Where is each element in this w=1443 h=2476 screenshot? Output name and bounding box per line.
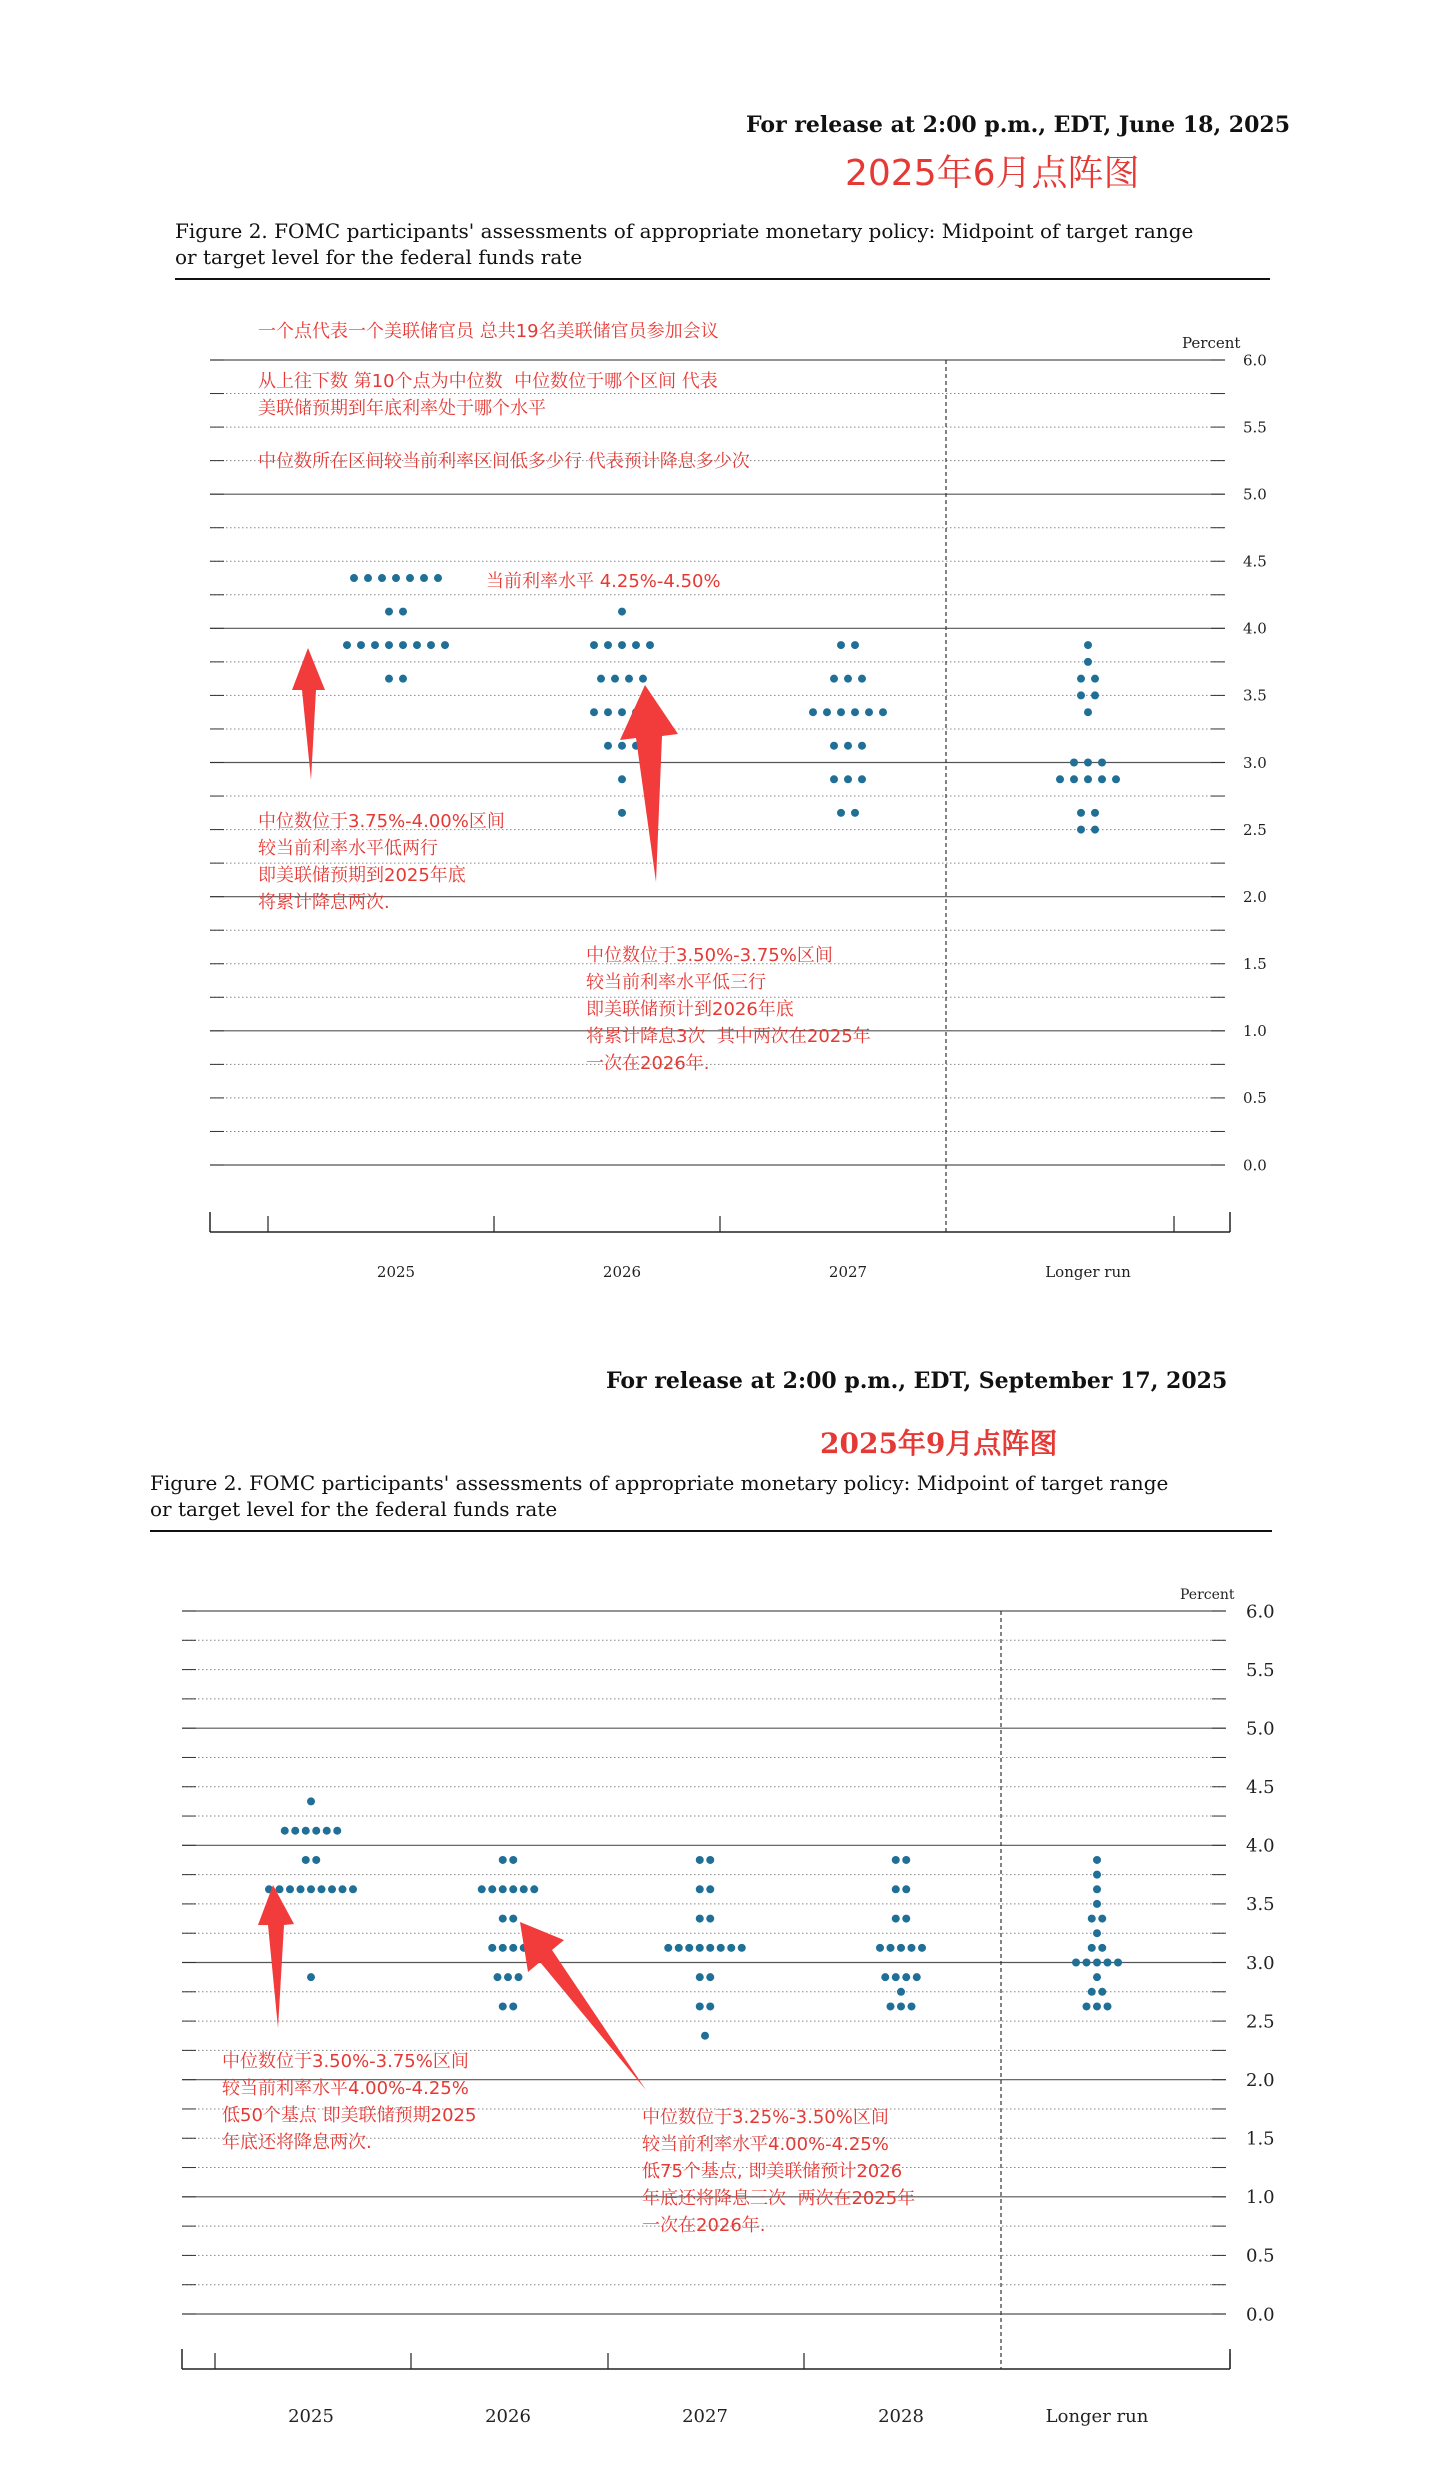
release-line-june: For release at 2:00 p.m., EDT, June 18, 2025 bbox=[746, 112, 1290, 138]
y-tick-label: 3.0 bbox=[1246, 1952, 1275, 1974]
x-category-label: Longer run bbox=[1045, 2406, 1149, 2427]
note-current-rate: 当前利率水平 4.25%-4.50% bbox=[486, 571, 721, 592]
y-axis-label: Percent bbox=[1182, 334, 1241, 352]
x-category-label: 2025 bbox=[288, 2406, 334, 2427]
x-category-label: 2026 bbox=[602, 1263, 642, 1281]
caption-rule-september bbox=[150, 1530, 1272, 1532]
y-tick-label: 5.0 bbox=[1246, 1718, 1275, 1740]
note-one-dot: 一个点代表一个美联储官员 总共19名美联储官员参加会议 bbox=[258, 321, 719, 342]
chinese-title-june: 2025年6月点阵图 bbox=[845, 153, 1140, 194]
y-tick-label: 4.0 bbox=[1246, 1835, 1275, 1857]
x-category-label: 2028 bbox=[878, 2406, 924, 2427]
y-tick-label: 1.0 bbox=[1243, 1022, 1267, 1041]
y-tick-label: 3.5 bbox=[1246, 1894, 1275, 1916]
y-tick-label: 1.5 bbox=[1243, 955, 1267, 973]
y-tick-label: 5.5 bbox=[1243, 418, 1267, 437]
x-category-label: 2025 bbox=[376, 1263, 416, 1281]
y-tick-label: 4.5 bbox=[1243, 552, 1267, 571]
y-tick-label: 4.0 bbox=[1243, 619, 1267, 638]
arrow-2025-median bbox=[292, 648, 325, 780]
y-tick-label: 5.5 bbox=[1246, 1659, 1275, 1681]
chinese-title-september: 2025年9月点阵图 bbox=[820, 1427, 1058, 1460]
x-category-label: 2027 bbox=[828, 1263, 868, 1281]
y-tick-label: 2.5 bbox=[1243, 820, 1267, 839]
y-tick-label: 2.0 bbox=[1243, 887, 1267, 906]
caption-line2: or target level for the federal funds rate bbox=[150, 1497, 558, 1521]
note-median: 从上往下数 第10个点为中位数 中位数位于哪个区间 代表 美联储预期到年底利率处于哪个水平 bbox=[258, 371, 718, 419]
note-rows-cuts: 中位数所在区间较当前利率区间低多少行 代表预计降息多少次 bbox=[258, 451, 750, 472]
caption-line1: Figure 2. FOMC participants' assessments of appropriate monetary policy: Midpoint of target range bbox=[150, 1471, 1169, 1495]
y-axis-label: Percent bbox=[1180, 1587, 1235, 1603]
x-category-label: Longer run bbox=[1045, 1263, 1131, 1281]
y-tick-label: 6.0 bbox=[1243, 351, 1267, 370]
y-tick-label: 2.5 bbox=[1246, 2011, 1275, 2033]
y-tick-label: 2.0 bbox=[1246, 2069, 1275, 2091]
y-tick-label: 6.0 bbox=[1246, 1601, 1275, 1623]
arrow-2025-median bbox=[258, 1885, 294, 2028]
y-tick-label: 1.5 bbox=[1246, 2128, 1275, 2150]
y-tick-label: 3.5 bbox=[1243, 686, 1267, 705]
y-tick-label: 1.0 bbox=[1246, 2187, 1275, 2209]
note-2025-median: 中位数位于3.50%-3.75%区间 较当前利率水平4.00%-4.25% 低50个基点 即美联储预期2025 年底还将降息两次. bbox=[222, 2051, 477, 2153]
y-tick-label: 0.0 bbox=[1246, 2304, 1275, 2326]
arrow-2026-median bbox=[620, 685, 678, 882]
y-tick-label: 0.0 bbox=[1243, 1156, 1267, 1175]
arrows-september bbox=[0, 1800, 1443, 2130]
figure-caption-september bbox=[150, 1470, 1270, 1522]
note-2025-median: 中位数位于3.75%-4.00%区间 较当前利率水平低两行 即美联储预期到2025年底 将累计降息两次. bbox=[258, 811, 505, 913]
caption-line2: or target level for the federal funds rate bbox=[175, 245, 583, 269]
y-tick-label: 0.5 bbox=[1246, 2245, 1275, 2267]
y-tick-label: 4.5 bbox=[1246, 1777, 1275, 1799]
y-tick-label: 5.0 bbox=[1243, 485, 1267, 504]
release-line-september: For release at 2:00 p.m., EDT, September 17, 2025 bbox=[606, 1368, 1228, 1394]
y-tick-label: 3.0 bbox=[1243, 753, 1267, 772]
x-category-label: 2027 bbox=[682, 2406, 728, 2427]
note-2026-median: 中位数位于3.25%-3.50%区间 较当前利率水平4.00%-4.25% 低75个基点, 即美联储预计2026 年底还将降息三次 两次在2025年 一次在2026年. bbox=[642, 2107, 916, 2236]
x-category-label: 2026 bbox=[485, 2406, 531, 2427]
note-2026-median: 中位数位于3.50%-3.75%区间 较当前利率水平低三行 即美联储预计到2026年底 将累计降息3次 其中两次在2025年 一次在2026年. bbox=[586, 945, 871, 1074]
y-tick-label: 0.5 bbox=[1243, 1089, 1267, 1108]
caption-line1: Figure 2. FOMC participants' assessments of appropriate monetary policy: Midpoint of target range bbox=[175, 219, 1194, 243]
arrow-2026-median bbox=[520, 1922, 646, 2090]
